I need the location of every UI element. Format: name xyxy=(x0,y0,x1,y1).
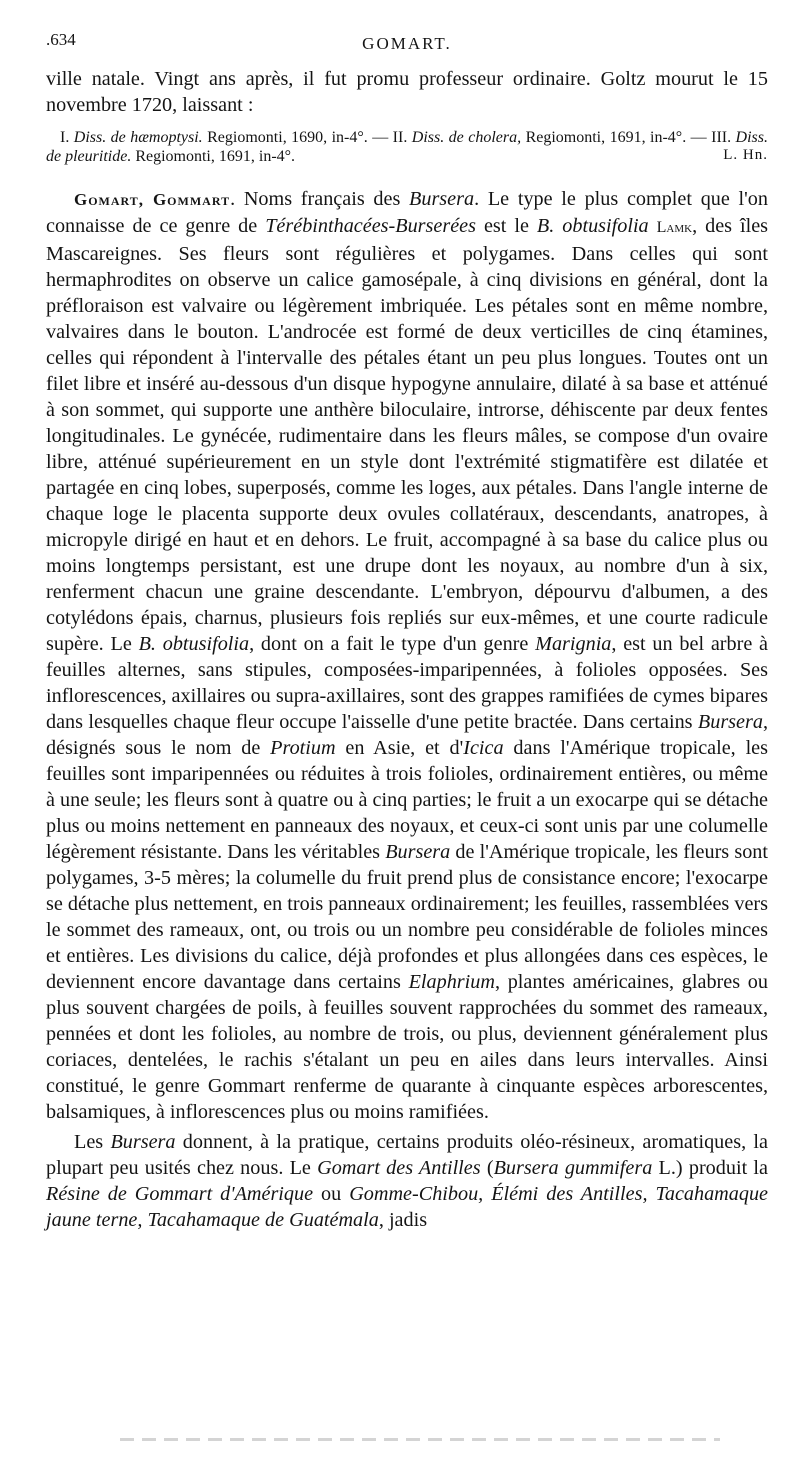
author-signature: L. Hn. xyxy=(723,147,768,163)
entry-text: dans l'Amérique tropicale, les feuilles sont imparipennées ou réduites à trois folioles, ordinairement entières, ou même à une seule; les fleurs sont à quatre ou à cinq parties; le fruit a un exocarpe qui se détache plus ou moins nettement en panneaux des noyaux, et ceux-ci sont unis par une columelle légèrement résistante. Dans les véritables xyxy=(46,737,768,863)
paragraph-text: L.) produit la xyxy=(652,1157,768,1179)
page-header xyxy=(46,30,768,66)
paragraph-text: ou xyxy=(313,1183,350,1205)
taxon-name: Bursera xyxy=(697,711,763,733)
entry-text: , désignés sous le nom de xyxy=(46,711,768,759)
paragraph-products xyxy=(46,1129,768,1233)
ref-1-number: I. xyxy=(60,129,70,146)
page xyxy=(46,30,768,1233)
taxon-name: Bursera gummifera xyxy=(493,1157,653,1179)
ref-1-title: Diss. de hæmoptysi. xyxy=(73,129,203,146)
product-name: Gomart des Antilles xyxy=(317,1157,481,1179)
paragraph-text: , jadis xyxy=(378,1209,428,1231)
taxon-name: Bursera xyxy=(110,1131,176,1153)
entry-text: . Le type le plus complet que l'on connaisse de ce genre de xyxy=(46,188,768,237)
taxon-name: Térébinthacées-Burserées xyxy=(265,215,476,237)
product-name: Résine de Gommart d'Amérique xyxy=(46,1183,314,1205)
page-number: .634 xyxy=(46,30,76,49)
taxon-name: Bursera xyxy=(385,841,451,863)
paragraph-text: donnent, à la pratique, certains produits oléo-résineux, aromatiques, la plupart peu usités chez nous. Le xyxy=(46,1131,768,1179)
product-name: Gomme-Chibou, Élémi des Antilles, Tacahamaque jaune terne, Tacahamaque de Guatémala xyxy=(46,1183,769,1231)
entry-text: , dont on a fait le type d'un genre xyxy=(249,633,536,655)
entry-text: , est un bel arbre à feuilles alternes, sans stipules, composées-imparipennées, à folioles opposées. Ses inflorescences, axillaires ou supra-axillaires, sont des grappes ramifiées de cymes bipares dans lesquelles chaque fleur occupe l'aisselle d'une petite bractée. Dans certains xyxy=(46,633,769,733)
ref-2-number: II. xyxy=(392,129,408,146)
entry-text xyxy=(649,215,657,237)
entry-gomart xyxy=(46,186,768,1125)
ref-1-publication: Regiomonti, 1690, in-4°. — xyxy=(202,129,393,146)
ref-2-publication: Regiomonti, 1691, in-4°. — xyxy=(521,129,712,146)
entry-text: est le xyxy=(476,215,537,237)
paragraph-text: ( xyxy=(480,1157,494,1179)
taxon-name: B. obtusifolia xyxy=(138,633,250,655)
paragraph-text: Les xyxy=(74,1131,111,1153)
taxon-name: Icica xyxy=(463,737,504,759)
ref-3-number: III. xyxy=(711,129,732,146)
running-head: GOMART. xyxy=(362,34,452,53)
entry-text: , plantes américaines, glabres ou plus souvent chargées de poils, à feuilles souvent rapprochées du sommet des rameaux, pennées et dont les folioles, au nombre de trois, ou plus, deviennent généralement plus coriaces, dentelées, le rachis s'étalant un peu en ailes dans leurs intervalles. Ainsi constitué, le genre Gommart renferme de quarante à cinquante espèces arborescentes, balsamiques, à inflorescences plus ou moins ramifiées. xyxy=(46,971,768,1123)
entry-text: en Asie, et d' xyxy=(335,737,464,759)
taxon-name: Elaphrium xyxy=(408,971,495,993)
ref-3-publication: Regiomonti, 1691, in-4°. xyxy=(131,148,296,165)
taxon-name: B. obtusifolia xyxy=(536,215,649,237)
ref-2-title: Diss. de cholera, xyxy=(411,129,522,146)
taxon-name: Protium xyxy=(270,737,336,759)
entry-text: , des îles Mascareignes. Ses fleurs sont régulières et polygames. Dans celles qui sont hermaphrodites on observe un calice gamosépale, à cinq divisions en général, dont la préfloraison est valvaire ou légèrement imbriquée. Les pétales sont en même nombre, valvaires dans le bouton. L'androcée est formé de deux verticilles de cinq étamines, celles qui répondent à l'intervalle des pétales étant un peu plus longues. Toutes ont un filet libre et inséré au-dessous d'un disque hypogyne annulaire, dilaté à sa base et atténué à son sommet, qui supporte une anthère biloculaire, introrse, déhiscente par deux fentes longitudinales. Le gynécée, rudimentaire dans les fleurs mâles, se compose d'un ovaire libre, atténué supérieurement en un style dont l'extrémité stigmatifère est dilatée et partagée en cinq lobes, superposés, comme les loges, aux pétales. Dans l'angle interne de chaque loge le placenta supporte deux ovules collatéraux, descendants, anatropes, à micropyle dirigé en haut et en dehors. Le fruit, accompagné à sa base du calice plus ou moins longtemps persistant, est une drupe dont les noyaux, au nombre d'un à six, renferment chacun une graine descendante. L'embryon, dépourvu d'albumen, a des cotylédons épais, charnus, plusieurs fois repliés sur eux-mêmes, et une courte radicule supère. Le xyxy=(46,215,769,655)
entry-text: de l'Amérique tropicale, les fleurs sont polygames, 3-5 mères; la columelle du fruit prend plus de consistance encore; l'exocarpe se détache plus nettement, en trois panneaux ordinairement; les feuilles, rassemblées vers le sommet des rameaux, ont, ou trois ou un nombre peu considérable de folioles minces et entières. Les divisions du calice, déjà profondes et plus allongées dans ces espèces, le deviennent encore davantage dans certains xyxy=(46,841,768,993)
headword: Gomart, Gommart xyxy=(74,190,231,209)
carryover-paragraph: ville natale. Vingt ans après, il fut promu professeur ordinaire. Goltz mourut le 15 novembre 1720, laissant : xyxy=(46,68,768,116)
author-abbreviation: Lamk xyxy=(656,219,693,236)
taxon-name: Bursera xyxy=(409,188,475,210)
taxon-name: Marignia xyxy=(535,633,612,655)
entry-text: . Noms français des xyxy=(230,188,410,210)
ref-3-title: Diss. de pleuritide. xyxy=(46,129,768,165)
bleed-through-smudge xyxy=(120,1438,720,1441)
